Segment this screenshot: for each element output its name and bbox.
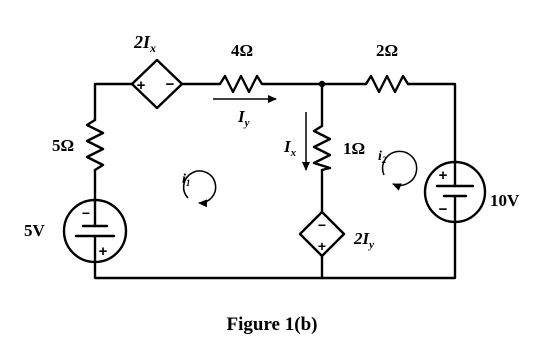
- wires: [95, 81, 455, 278]
- wire-top-left: [95, 84, 132, 120]
- resistor-1ohm-symbol: [314, 126, 330, 170]
- dep-source-top-label: $2I_x$: [134, 32, 157, 55]
- resistor-1ohm-label: 1Ω: [343, 139, 366, 158]
- current-ix-label: $I_x$: [284, 137, 297, 159]
- minus-sign: −: [317, 217, 327, 233]
- resistor-4ohm-label: 4Ω: [230, 41, 254, 60]
- minus-sign: −: [165, 76, 175, 93]
- plus-sign: +: [438, 167, 448, 184]
- resistor-2ohm-label: 2Ω: [375, 41, 399, 60]
- resistor-2ohm-symbol: [366, 76, 408, 92]
- dep-source-mid-label: $2I_y$: [354, 229, 375, 251]
- source-10v-label: 10V: [490, 191, 520, 210]
- wire-top-right: [408, 84, 455, 162]
- minus-sign: −: [81, 205, 91, 221]
- voltage-source-10v: [425, 162, 485, 222]
- dependent-source-top: [132, 60, 182, 108]
- plus-sign: +: [98, 243, 108, 260]
- wire-bottom: [95, 222, 455, 278]
- resistor-5ohm-label: 5Ω: [52, 136, 75, 155]
- resistor-5ohm-symbol: [87, 120, 103, 170]
- mesh-i2-label: $i_2$: [378, 149, 387, 165]
- plus-sign: +: [136, 77, 146, 94]
- plus-sign: +: [317, 238, 327, 254]
- minus-sign: −: [438, 201, 448, 218]
- dependent-source-mid: [300, 212, 344, 256]
- source-5v-label: 5V: [24, 221, 45, 240]
- figure-caption: Figure 1(b): [226, 314, 318, 335]
- junction-node: [319, 81, 325, 87]
- resistor-4ohm-symbol: [220, 76, 265, 92]
- mesh-i2-loop-icon: [383, 151, 417, 185]
- current-iy-label: $I_y$: [238, 107, 250, 129]
- mesh-i1-label: $i_1$: [182, 172, 191, 188]
- voltage-source-5v: [64, 200, 126, 262]
